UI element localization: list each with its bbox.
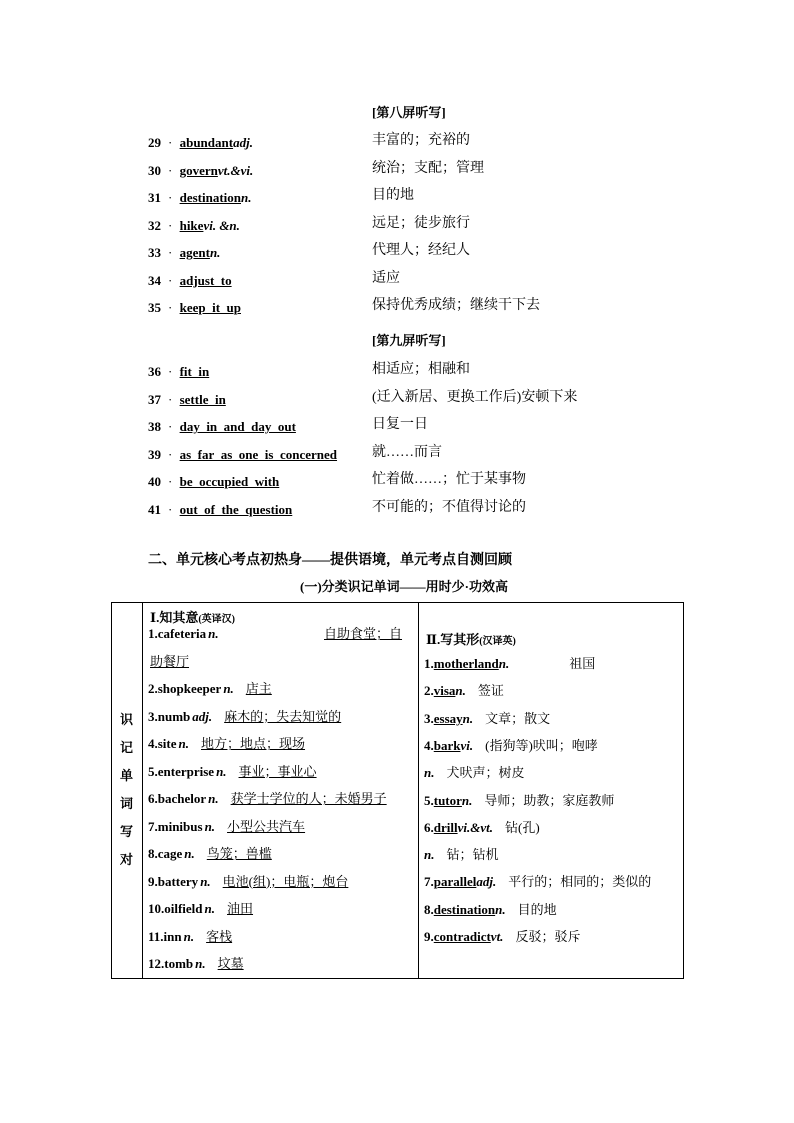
right-row-english: visa — [433, 683, 456, 699]
vocab-number: 36 — [148, 364, 161, 379]
left-row-english: 5.enterprise — [148, 763, 215, 779]
left-row-meaning: 坟墓 — [217, 956, 244, 971]
right-row-english: essay — [433, 710, 463, 726]
right-row-index: 7. — [424, 874, 434, 890]
right-row-meaning: 钻(孔) — [504, 819, 540, 835]
right-row-index: 2. — [424, 683, 434, 699]
side-label-char: 记 — [120, 740, 134, 755]
vocab-number: 34 — [148, 272, 161, 288]
left-row-meaning: 助餐厅 — [150, 653, 190, 669]
right-table-row — [424, 681, 504, 701]
vocab-number: 41 — [148, 501, 161, 517]
left-table-row — [148, 624, 403, 644]
vocab-row — [148, 417, 296, 437]
right-row-pos: vi.&vt. — [457, 819, 493, 835]
right-row-pos: n. — [498, 656, 510, 671]
vocab-meaning: (迁入新居、更换工作后)安顿下来 — [372, 389, 578, 405]
left-row-meaning: 地方；地点；现场 — [201, 736, 306, 751]
left-table-row — [148, 652, 189, 672]
side-label-char: 识 — [120, 712, 134, 727]
vocab-table — [111, 602, 684, 979]
left-row-meaning: 店主 — [245, 681, 272, 696]
vocab-meaning: 适应 — [372, 270, 400, 286]
right-row-meaning: 钻；钻机 — [446, 847, 499, 863]
vocab-number: 38 — [148, 419, 161, 434]
right-table-row — [424, 818, 540, 838]
left-row-pos: n. — [208, 626, 219, 641]
right-table-row — [424, 791, 614, 811]
right-row-index: 8. — [424, 901, 434, 917]
left-row-pos: n. — [178, 736, 190, 751]
vocab-number: 31 — [148, 190, 161, 205]
vocab-row — [148, 472, 279, 492]
left-row-pos: n. — [183, 928, 195, 944]
left-table-row — [148, 954, 244, 974]
vocab-meaning: 不可能的；不值得讨论的 — [372, 499, 526, 515]
vocab-separator: · — [168, 364, 176, 379]
vocab-number: 33 — [148, 245, 161, 260]
vocab-row — [148, 500, 292, 520]
vocab-pos: vi. &n. — [203, 217, 240, 233]
vocab-meaning: 代理人；经纪人 — [372, 243, 470, 258]
side-label-column — [112, 603, 143, 978]
vocab-number: 40 — [148, 474, 161, 489]
right-row-index: 3. — [424, 710, 434, 726]
vocab-separator: · — [168, 501, 176, 517]
vocab-meaning: 统治；支配；管理 — [372, 160, 484, 176]
vocab-row — [148, 445, 337, 465]
side-label-char: 对 — [120, 852, 134, 867]
vocab-english: agent — [179, 245, 210, 260]
vocab-meaning: 日复一日 — [372, 417, 428, 432]
left-heading-label: Ⅰ.知其意 — [150, 610, 199, 625]
right-table-row — [424, 872, 651, 892]
vocab-row — [148, 298, 241, 318]
left-row-meaning: 获学士学位的人；未婚男子 — [230, 791, 387, 806]
vocab-english: out_of_the_question — [179, 501, 293, 517]
vocab-number: 29 — [148, 135, 161, 150]
right-row-pos: n. — [424, 847, 435, 863]
left-table-row — [148, 679, 272, 699]
vocab-english: govern — [179, 162, 218, 178]
right-heading — [426, 629, 516, 648]
section-heading-9: [第九屏听写] — [372, 333, 446, 348]
right-row-english: parallel — [433, 874, 477, 890]
right-row-meaning: 反驳；驳斥 — [515, 929, 581, 944]
right-row-index: 5. — [424, 792, 434, 808]
right-heading-label: Ⅱ.写其形 — [426, 632, 480, 647]
right-row-pos: n. — [495, 901, 506, 917]
left-row-meaning: 小型公共汽车 — [227, 818, 306, 834]
left-row-meaning: 自助食堂；自 — [324, 626, 403, 641]
right-row-meaning: 目的地 — [517, 901, 557, 917]
left-heading-note: (英译汉) — [198, 614, 236, 625]
right-row-pos: n. — [461, 792, 473, 808]
left-row-pos: n. — [216, 763, 227, 779]
vocab-meaning: 保持优秀成绩；继续干下去 — [372, 298, 540, 313]
vocab-row — [148, 390, 226, 410]
left-table-row — [148, 789, 387, 809]
right-table-row — [424, 900, 557, 920]
right-table-row — [424, 763, 525, 783]
vocab-separator: · — [168, 446, 176, 462]
vocab-separator: · — [168, 217, 176, 233]
right-table-row — [424, 927, 580, 947]
left-row-meaning: 鸟笼；兽槛 — [206, 846, 272, 861]
vocab-separator: · — [168, 300, 176, 315]
vocab-english: keep_it_up — [179, 300, 241, 315]
vocab-separator: · — [168, 245, 176, 260]
right-table-row — [424, 709, 550, 729]
vocab-english: be_occupied_with — [179, 474, 280, 489]
left-row-pos: n. — [208, 791, 219, 806]
right-row-index: 4. — [424, 737, 434, 753]
left-row-english: 2.shopkeeper — [148, 681, 222, 696]
side-label-char: 写 — [120, 824, 134, 839]
vocab-english: abundant — [179, 135, 234, 150]
left-row-meaning: 事业；事业心 — [238, 763, 317, 779]
right-heading-note: (汉译英) — [479, 636, 516, 647]
vocab-separator: · — [168, 162, 176, 178]
left-row-meaning: 油田 — [227, 901, 254, 916]
right-row-english: tutor — [433, 792, 462, 808]
left-row-english: 6.bachelor — [148, 791, 207, 806]
right-row-index: 6. — [424, 819, 434, 835]
vocab-meaning: 相适应；相融和 — [372, 362, 470, 377]
vocab-english: as_far_as_one_is_concerned — [179, 446, 338, 462]
left-row-meaning: 电池(组)；电瓶；炮台 — [222, 873, 349, 889]
vocab-pos: adj. — [233, 135, 253, 150]
vocab-separator: · — [168, 474, 176, 489]
vocab-meaning: 忙着做……；忙于某事物 — [372, 472, 526, 487]
left-row-pos: n. — [184, 846, 195, 861]
left-row-english: 7.minibus — [148, 818, 203, 834]
vocab-row — [148, 216, 240, 236]
left-table-row — [148, 899, 253, 919]
vocab-number: 35 — [148, 300, 161, 315]
sub-title: (一)分类识记单词——用时少·功效高 — [300, 579, 508, 594]
left-row-pos: n. — [223, 681, 234, 696]
vocab-pos: n. — [241, 190, 252, 205]
vocab-separator: · — [168, 419, 176, 434]
vocab-row — [148, 243, 220, 263]
right-row-meaning: 犬吠声；树皮 — [446, 765, 525, 781]
left-row-english: 9.battery — [148, 873, 199, 889]
left-row-meaning: 麻木的；失去知觉的 — [224, 708, 342, 724]
left-table-row — [148, 734, 305, 754]
vocab-row — [148, 271, 232, 291]
right-row-meaning: 导师；助教；家庭教师 — [484, 792, 615, 808]
vocab-meaning: 就……而言 — [372, 444, 442, 460]
right-row-english: drill — [433, 819, 458, 835]
vocab-number: 30 — [148, 162, 161, 178]
vocab-pos: vt.&vi. — [217, 162, 254, 178]
right-row-meaning: 文章；散文 — [485, 710, 551, 726]
left-row-english: 4.site — [148, 736, 177, 751]
section-heading-8: [第八屏听写] — [372, 105, 446, 120]
left-table-row — [148, 762, 317, 782]
left-table-row — [148, 872, 348, 892]
right-row-pos: adj. — [476, 874, 497, 890]
right-row-meaning: 签证 — [477, 683, 504, 699]
vocab-row — [148, 188, 251, 208]
vocab-pos: n. — [209, 245, 221, 260]
vocab-english: settle_in — [179, 391, 226, 407]
vocab-meaning: 目的地 — [372, 188, 414, 203]
right-table-row — [424, 845, 499, 865]
left-row-pos: n. — [204, 901, 216, 916]
vocab-row — [148, 362, 209, 382]
left-table-row — [148, 844, 272, 864]
side-label-char: 词 — [120, 796, 134, 811]
left-row-english: 1.cafeteria — [148, 626, 207, 641]
right-row-meaning: (指狗等)吠叫；咆哮 — [485, 737, 598, 753]
left-row-english: 3.numb — [148, 708, 191, 724]
left-row-pos: n. — [204, 818, 216, 834]
vocab-separator: · — [168, 190, 176, 205]
right-row-pos: vt. — [490, 929, 504, 944]
left-row-pos: adj. — [192, 708, 213, 724]
right-table-row — [424, 736, 598, 756]
left-row-english: 8.cage — [148, 846, 183, 861]
vocab-separator: · — [168, 272, 176, 288]
vocab-english: destination — [179, 190, 241, 205]
vocab-number: 32 — [148, 217, 161, 233]
left-row-english: 12.tomb — [148, 956, 194, 971]
vocab-separator: · — [168, 391, 176, 407]
vocab-english: fit_in — [179, 364, 210, 379]
right-row-pos: n. — [424, 765, 435, 781]
right-row-english: bark — [433, 737, 461, 753]
right-row-index: 1. — [424, 656, 434, 671]
right-row-english: contradict — [433, 929, 491, 944]
side-label-char: 单 — [120, 768, 134, 783]
vocab-english: hike — [179, 217, 204, 233]
vocab-english: adjust_to — [179, 272, 232, 288]
right-row-meaning: 祖国 — [569, 656, 596, 671]
left-table-row — [148, 817, 305, 837]
right-row-english: destination — [433, 901, 496, 917]
vocab-row — [148, 161, 253, 181]
vocab-row — [148, 133, 253, 153]
left-row-pos: n. — [200, 873, 211, 889]
vocab-number: 39 — [148, 446, 161, 462]
vocab-number: 37 — [148, 391, 161, 407]
vocab-meaning: 远足；徒步旅行 — [372, 215, 470, 231]
left-row-pos: n. — [195, 956, 206, 971]
right-row-english: motherland — [433, 656, 499, 671]
left-table-row — [148, 707, 341, 727]
right-row-index: 9. — [424, 929, 434, 944]
vocab-separator: · — [168, 135, 176, 150]
right-table-row — [424, 654, 595, 674]
part-title: 二、单元核心考点初热身——提供语境，单元考点自测回顾 — [148, 553, 512, 568]
right-row-pos: n. — [462, 710, 474, 726]
left-row-meaning: 客栈 — [206, 928, 233, 944]
vocab-meaning: 丰富的；充裕的 — [372, 133, 470, 148]
left-table-row — [148, 927, 232, 947]
right-row-pos: vi. — [460, 737, 474, 753]
right-row-meaning: 平行的；相同的；类似的 — [508, 874, 652, 890]
vocab-english: day_in_and_day_out — [179, 419, 296, 434]
left-row-english: 10.oilfield — [148, 901, 203, 916]
right-row-pos: n. — [455, 683, 466, 699]
column-divider — [418, 603, 419, 978]
left-row-english: 11.inn — [148, 928, 182, 944]
